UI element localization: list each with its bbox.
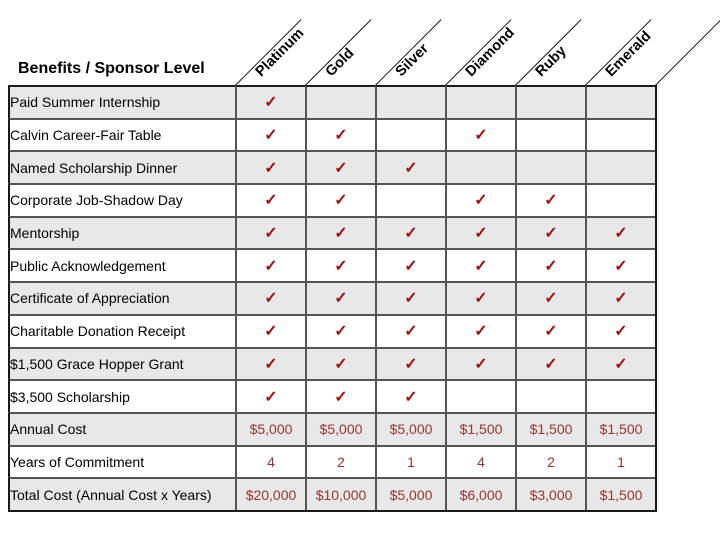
level-cell: ✓ bbox=[585, 314, 655, 347]
level-cell: $5,000 bbox=[235, 412, 305, 445]
table-row bbox=[8, 216, 655, 249]
level-cell bbox=[585, 150, 655, 183]
level-cell: ✓ bbox=[305, 183, 375, 216]
level-cell: ✓ bbox=[235, 248, 305, 281]
level-cell: $5,000 bbox=[305, 412, 375, 445]
level-cell: ✓ bbox=[585, 216, 655, 249]
level-cell: 4 bbox=[445, 445, 515, 478]
level-cell: $1,500 bbox=[585, 412, 655, 445]
level-cell: ✓ bbox=[235, 118, 305, 151]
level-cell bbox=[585, 118, 655, 151]
level-cell bbox=[585, 183, 655, 216]
level-cell: ✓ bbox=[515, 281, 585, 314]
table-row bbox=[8, 118, 655, 151]
column-header-label: Silver bbox=[392, 40, 432, 80]
level-cell bbox=[515, 379, 585, 412]
level-cell: ✓ bbox=[445, 183, 515, 216]
table-row bbox=[8, 314, 655, 347]
level-cell: $6,000 bbox=[445, 477, 515, 510]
level-cell: 2 bbox=[305, 445, 375, 478]
level-cell: ✓ bbox=[445, 216, 515, 249]
benefit-label: $3,500 Scholarship bbox=[8, 379, 235, 412]
table-row bbox=[8, 150, 655, 183]
level-cell: ✓ bbox=[585, 281, 655, 314]
column-header-label: Emerald bbox=[602, 28, 655, 80]
level-cell: ✓ bbox=[235, 314, 305, 347]
level-cell: $1,500 bbox=[445, 412, 515, 445]
level-cell: ✓ bbox=[375, 379, 445, 412]
level-cell bbox=[585, 379, 655, 412]
level-cell: ✓ bbox=[305, 379, 375, 412]
level-cell bbox=[445, 150, 515, 183]
level-cell: 1 bbox=[585, 445, 655, 478]
level-cell: ✓ bbox=[235, 347, 305, 380]
level-cell: ✓ bbox=[375, 216, 445, 249]
level-cell: ✓ bbox=[305, 248, 375, 281]
level-cell: ✓ bbox=[305, 314, 375, 347]
level-cell: ✓ bbox=[305, 118, 375, 151]
level-cell: ✓ bbox=[235, 85, 305, 118]
level-cell: $5,000 bbox=[375, 412, 445, 445]
level-cell: ✓ bbox=[375, 150, 445, 183]
table-row bbox=[8, 379, 655, 412]
benefit-label: Named Scholarship Dinner bbox=[8, 150, 235, 183]
benefits-sponsor-level-title: Benefits / Sponsor Level bbox=[18, 60, 205, 77]
table-row bbox=[8, 445, 655, 478]
table-row bbox=[8, 477, 655, 510]
level-cell: ✓ bbox=[305, 216, 375, 249]
table-row bbox=[8, 281, 655, 314]
level-cell: ✓ bbox=[235, 183, 305, 216]
level-cell: 4 bbox=[235, 445, 305, 478]
level-cell: ✓ bbox=[375, 281, 445, 314]
column-header-label: Ruby bbox=[532, 43, 570, 80]
level-cell: ✓ bbox=[305, 281, 375, 314]
table-row bbox=[8, 183, 655, 216]
benefits-matrix-table bbox=[8, 85, 657, 512]
level-cell: ✓ bbox=[445, 281, 515, 314]
level-cell: ✓ bbox=[445, 347, 515, 380]
column-header-label: Diamond bbox=[462, 24, 518, 80]
level-cell: $10,000 bbox=[305, 477, 375, 510]
level-cell: ✓ bbox=[235, 150, 305, 183]
level-cell: ✓ bbox=[515, 216, 585, 249]
benefit-label: Years of Commitment bbox=[8, 445, 235, 478]
level-cell: ✓ bbox=[445, 314, 515, 347]
level-cell: ✓ bbox=[585, 248, 655, 281]
benefit-label: Charitable Donation Receipt bbox=[8, 314, 235, 347]
level-cell bbox=[515, 85, 585, 118]
level-cell bbox=[375, 118, 445, 151]
level-cell bbox=[375, 183, 445, 216]
benefit-label: Annual Cost bbox=[8, 412, 235, 445]
level-cell: ✓ bbox=[515, 347, 585, 380]
level-cell: ✓ bbox=[375, 347, 445, 380]
table-row bbox=[8, 248, 655, 281]
level-cell: ✓ bbox=[235, 281, 305, 314]
level-cell: ✓ bbox=[235, 216, 305, 249]
level-cell bbox=[305, 85, 375, 118]
level-cell: ✓ bbox=[235, 379, 305, 412]
level-cell: 2 bbox=[515, 445, 585, 478]
level-cell: ✓ bbox=[515, 248, 585, 281]
diagonal-divider-line bbox=[655, 19, 720, 85]
level-cell: ✓ bbox=[305, 347, 375, 380]
level-cell: ✓ bbox=[585, 347, 655, 380]
level-cell bbox=[515, 118, 585, 151]
level-cell: $3,000 bbox=[515, 477, 585, 510]
level-cell: ✓ bbox=[515, 183, 585, 216]
level-cell: ✓ bbox=[375, 248, 445, 281]
level-cell: 1 bbox=[375, 445, 445, 478]
benefit-label: Certificate of Appreciation bbox=[8, 281, 235, 314]
table-row bbox=[8, 85, 655, 118]
benefit-label: Mentorship bbox=[8, 216, 235, 249]
level-cell bbox=[375, 85, 445, 118]
benefit-label: Paid Summer Internship bbox=[8, 85, 235, 118]
column-header-label: Platinum bbox=[252, 25, 308, 80]
level-cell bbox=[445, 379, 515, 412]
benefit-label: Corporate Job-Shadow Day bbox=[8, 183, 235, 216]
level-cell bbox=[515, 150, 585, 183]
level-cell: ✓ bbox=[305, 150, 375, 183]
level-cell: ✓ bbox=[515, 314, 585, 347]
level-cell: ✓ bbox=[445, 248, 515, 281]
level-cell: ✓ bbox=[375, 314, 445, 347]
level-cell: $5,000 bbox=[375, 477, 445, 510]
level-cell bbox=[585, 85, 655, 118]
column-header-label: Gold bbox=[322, 45, 358, 80]
benefit-label: Calvin Career-Fair Table bbox=[8, 118, 235, 151]
level-cell: $1,500 bbox=[515, 412, 585, 445]
level-cell: $20,000 bbox=[235, 477, 305, 510]
level-cell: $1,500 bbox=[585, 477, 655, 510]
table-row bbox=[8, 412, 655, 445]
benefit-label: $1,500 Grace Hopper Grant bbox=[8, 347, 235, 380]
level-cell bbox=[445, 85, 515, 118]
level-cell: ✓ bbox=[445, 118, 515, 151]
benefit-label: Public Acknowledgement bbox=[8, 248, 235, 281]
benefit-label: Total Cost (Annual Cost x Years) bbox=[8, 477, 235, 510]
table-row bbox=[8, 347, 655, 380]
